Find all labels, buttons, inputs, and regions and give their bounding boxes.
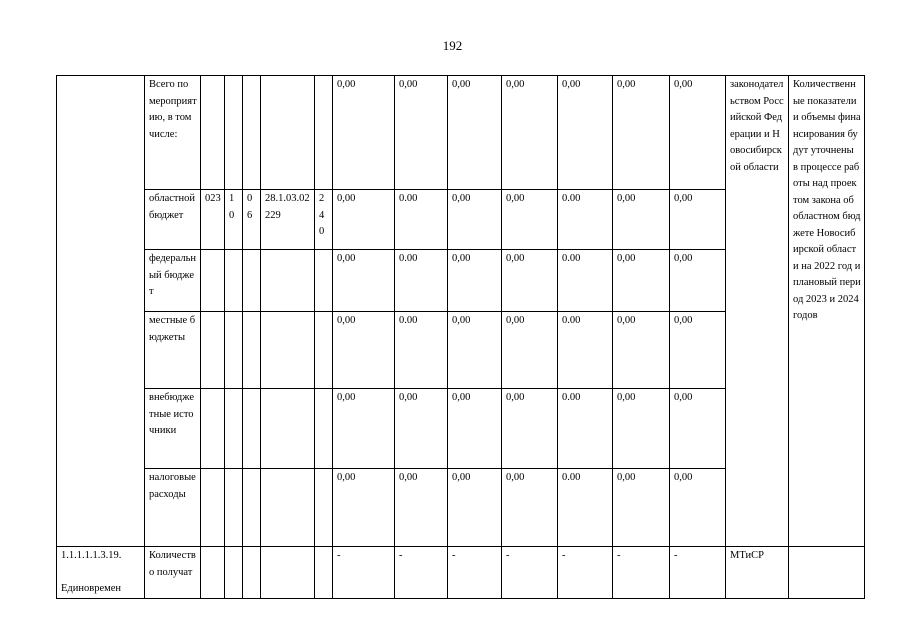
value-cell: - bbox=[670, 547, 726, 599]
table-row bbox=[57, 76, 865, 190]
value-cell: 0,00 bbox=[395, 389, 448, 469]
pr-cell bbox=[243, 547, 261, 599]
vr-cell bbox=[315, 389, 333, 469]
row-label: федеральный бюджет bbox=[145, 250, 201, 312]
value-cell: 0,00 bbox=[448, 389, 502, 469]
pr-cell bbox=[243, 250, 261, 312]
grbs-cell bbox=[201, 250, 225, 312]
value-cell: 0,00 bbox=[670, 389, 726, 469]
item-number-cell bbox=[57, 547, 145, 599]
value-cell: 0.00 bbox=[558, 250, 613, 312]
value-cell: 0,00 bbox=[502, 312, 558, 389]
value-cell: 0,00 bbox=[333, 469, 395, 547]
value-cell: - bbox=[502, 547, 558, 599]
value-cell: 0,00 bbox=[502, 250, 558, 312]
value-cell: 0.00 bbox=[395, 312, 448, 389]
pr-cell bbox=[243, 389, 261, 469]
value-cell: 0,00 bbox=[502, 190, 558, 250]
vr-cell bbox=[315, 312, 333, 389]
rz-cell bbox=[225, 389, 243, 469]
rz-cell bbox=[225, 469, 243, 547]
value-cell: 0,00 bbox=[448, 312, 502, 389]
value-cell: 0,00 bbox=[448, 469, 502, 547]
value-cell: - bbox=[558, 547, 613, 599]
grbs-cell bbox=[201, 547, 225, 599]
item-title: Единовремен bbox=[61, 582, 122, 594]
value-cell: 0,00 bbox=[670, 190, 726, 250]
row-label: Количество получат bbox=[145, 547, 201, 599]
executor-cell: МТиСР bbox=[726, 547, 789, 599]
note-cell: Количественные показатели и объемы финансирования будут уточнены в процессе работы над проектом закона об областном бюджете Новосибирской области на 2022 год и плановый период 2023 и 2024 годов bbox=[789, 76, 865, 547]
value-cell: 0.00 bbox=[558, 190, 613, 250]
pr-cell: 06 bbox=[243, 190, 261, 250]
value-cell: 0,00 bbox=[502, 469, 558, 547]
vr-cell bbox=[315, 547, 333, 599]
value-cell: 0,00 bbox=[395, 469, 448, 547]
value-cell: 0,00 bbox=[613, 469, 670, 547]
value-cell: 0,00 bbox=[613, 389, 670, 469]
vr-cell: 240 bbox=[315, 190, 333, 250]
value-cell: 0.00 bbox=[395, 250, 448, 312]
rz-cell bbox=[225, 312, 243, 389]
csr-cell bbox=[261, 312, 315, 389]
rz-cell bbox=[225, 250, 243, 312]
budget-table bbox=[56, 75, 865, 599]
value-cell: 0,00 bbox=[670, 76, 726, 190]
value-cell: 0,00 bbox=[558, 76, 613, 190]
value-cell: - bbox=[395, 547, 448, 599]
value-cell: 0,00 bbox=[448, 250, 502, 312]
csr-cell: 28.1.03.02229 bbox=[261, 190, 315, 250]
page-number: 192 bbox=[442, 38, 463, 53]
value-cell: - bbox=[333, 547, 395, 599]
vr-cell bbox=[315, 76, 333, 190]
table-row bbox=[57, 547, 865, 599]
legislation-cell: законодательством Российской Федерации и Новосибирской области bbox=[726, 76, 789, 547]
value-cell: 0,00 bbox=[333, 250, 395, 312]
row-label: налоговые расходы bbox=[145, 469, 201, 547]
value-cell: 0,00 bbox=[333, 190, 395, 250]
csr-cell bbox=[261, 547, 315, 599]
value-cell: 0,00 bbox=[613, 190, 670, 250]
rz-cell bbox=[225, 547, 243, 599]
value-cell: 0,00 bbox=[395, 76, 448, 190]
pr-cell bbox=[243, 76, 261, 190]
value-cell: 0,00 bbox=[613, 76, 670, 190]
rz-cell bbox=[225, 76, 243, 190]
row-label: областной бюджет bbox=[145, 190, 201, 250]
value-cell: 0,00 bbox=[613, 312, 670, 389]
value-cell: 0,00 bbox=[448, 76, 502, 190]
row-label: внебюджетные источники bbox=[145, 389, 201, 469]
value-cell: - bbox=[613, 547, 670, 599]
grbs-cell bbox=[201, 389, 225, 469]
csr-cell bbox=[261, 250, 315, 312]
value-cell: 0.00 bbox=[558, 389, 613, 469]
row-label: местные бюджеты bbox=[145, 312, 201, 389]
grbs-cell bbox=[201, 312, 225, 389]
value-cell: 0.00 bbox=[558, 312, 613, 389]
csr-cell bbox=[261, 389, 315, 469]
value-cell: - bbox=[448, 547, 502, 599]
value-cell: 0,00 bbox=[333, 76, 395, 190]
value-cell: 0,00 bbox=[448, 190, 502, 250]
value-cell: 0,00 bbox=[333, 389, 395, 469]
value-cell: 0,00 bbox=[670, 469, 726, 547]
value-cell: 0.00 bbox=[558, 469, 613, 547]
value-cell: 0,00 bbox=[670, 312, 726, 389]
csr-cell bbox=[261, 76, 315, 190]
pr-cell bbox=[243, 469, 261, 547]
grbs-cell bbox=[201, 469, 225, 547]
pr-cell bbox=[243, 312, 261, 389]
value-cell: 0,00 bbox=[502, 76, 558, 190]
grbs-cell bbox=[201, 76, 225, 190]
value-cell: 0.00 bbox=[395, 190, 448, 250]
note-cell bbox=[789, 547, 865, 599]
value-cell: 0,00 bbox=[670, 250, 726, 312]
grbs-cell: 023 bbox=[201, 190, 225, 250]
row-label: Всего по мероприятию, в том числе: bbox=[145, 76, 201, 190]
vr-cell bbox=[315, 469, 333, 547]
item-number-cell bbox=[57, 76, 145, 547]
value-cell: 0,00 bbox=[613, 250, 670, 312]
csr-cell bbox=[261, 469, 315, 547]
value-cell: 0,00 bbox=[333, 312, 395, 389]
value-cell: 0,00 bbox=[502, 389, 558, 469]
vr-cell bbox=[315, 250, 333, 312]
item-number: 1.1.1.1.1.3.19. bbox=[61, 550, 122, 561]
rz-cell: 10 bbox=[225, 190, 243, 250]
